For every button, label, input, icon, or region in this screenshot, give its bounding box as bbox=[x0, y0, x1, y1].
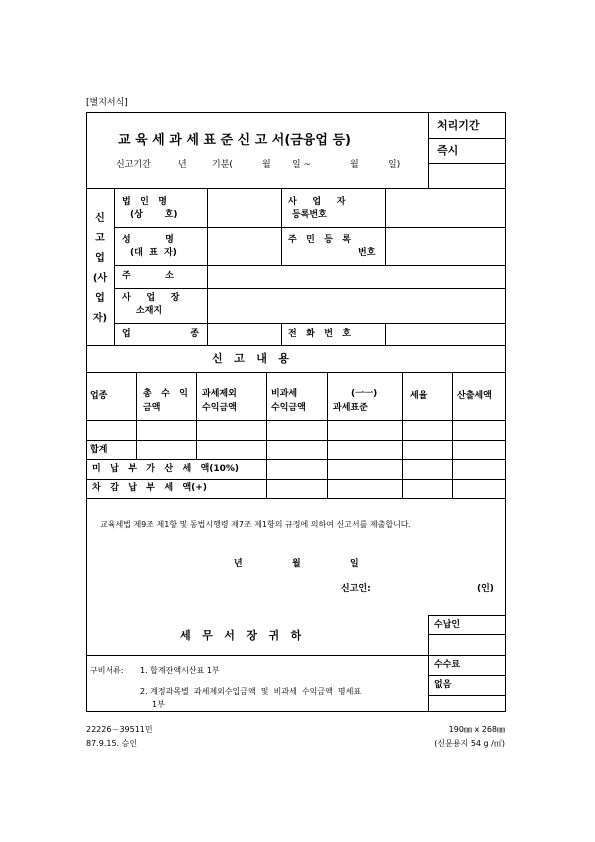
rep-name-sub-label: (대 표 자) bbox=[130, 248, 177, 258]
address-field[interactable] bbox=[208, 266, 504, 287]
biz-location-label: 사 업 장 bbox=[122, 293, 180, 303]
receipt-stamp-label: 수납인 bbox=[434, 620, 461, 630]
footer-paper-size: 190㎜ x 268㎜ bbox=[448, 725, 505, 734]
biz-location-sub-label: 소재지 bbox=[136, 306, 163, 316]
rep-name-label: 성 명 bbox=[122, 235, 174, 245]
industry-label: 업 종 bbox=[122, 329, 199, 339]
form-title: 교 육 세 과 세 표 준 신 고 서(금융업 등) bbox=[118, 133, 351, 148]
seal-mark: (인) bbox=[477, 584, 494, 594]
phone-field[interactable] bbox=[386, 324, 504, 344]
date-year-label: 년 bbox=[234, 559, 243, 569]
footer-approval-date: 87.9.15. 승인 bbox=[86, 739, 138, 748]
rep-name-field[interactable] bbox=[208, 228, 280, 264]
corp-name-field[interactable] bbox=[208, 189, 280, 226]
processing-period-value: 즉시 bbox=[437, 144, 459, 157]
processing-period-label: 처리기간 bbox=[437, 119, 480, 132]
resident-no-label: 주 민 등 록 bbox=[288, 235, 351, 245]
doc-item-2: 2. 계정과목별 과세제외수입금액 및 비과세 수익금액 명세표 bbox=[140, 687, 362, 696]
doc-item-2-qty: 1부 bbox=[152, 700, 165, 709]
footer-form-number: 22226－39511민 bbox=[86, 725, 153, 734]
reporter-sign-label: 신고인: bbox=[341, 584, 371, 594]
fee-label: 수수료 bbox=[434, 660, 461, 670]
declaration-text: 교육세법 제9조 제1항 및 동법시행령 제7조 제1항의 규정에 의하여 신고서를 제출합니다. bbox=[100, 520, 412, 529]
corp-name-label: 법 인 명 bbox=[122, 197, 167, 207]
industry-field[interactable] bbox=[208, 324, 280, 344]
form-label: [별지서식] bbox=[86, 98, 128, 108]
net-payable-label: 차 감 납 부 세 액(+) bbox=[92, 483, 207, 493]
biz-location-field[interactable] bbox=[208, 289, 504, 322]
resident-no-sub-label: 번호 bbox=[358, 248, 376, 258]
address-label: 주 소 bbox=[122, 271, 174, 281]
corp-name-sub-label: (상 호) bbox=[130, 210, 178, 220]
row1-calc-cell[interactable] bbox=[453, 421, 504, 439]
row1-industry-cell[interactable] bbox=[87, 421, 135, 439]
receipt-stamp-area[interactable] bbox=[429, 635, 504, 654]
addressee: 세 무 서 장 귀 하 bbox=[180, 629, 302, 642]
resident-no-field[interactable] bbox=[386, 228, 504, 264]
docs-label: 구비서류: bbox=[90, 666, 124, 675]
row1-excl-cell[interactable] bbox=[197, 421, 265, 439]
row1-nontax-cell[interactable] bbox=[267, 421, 326, 439]
phone-label: 전 화 번 호 bbox=[288, 329, 351, 339]
biz-reg-sub-label: 등록번호 bbox=[292, 210, 327, 220]
date-day-label: 일 bbox=[350, 559, 359, 569]
footer-paper-type: (신문용지 54 g /㎡) bbox=[434, 739, 505, 748]
unpaid-penalty-label: 미 납 부 가 산 세 액(10%) bbox=[92, 464, 240, 474]
row1-rate-cell[interactable] bbox=[403, 421, 451, 439]
sum-row-label: 합계 bbox=[90, 445, 108, 455]
fee-value: 없음 bbox=[434, 680, 452, 690]
reporter-sign-field[interactable] bbox=[380, 580, 470, 596]
doc-item-1: 1. 합계잔액시산표 1부 bbox=[140, 666, 220, 675]
row1-total-cell[interactable] bbox=[137, 421, 195, 439]
row1-base-cell[interactable] bbox=[328, 421, 401, 439]
report-content-title: 신 고 내 용 bbox=[212, 352, 289, 365]
biz-reg-label: 사 업 자 bbox=[288, 197, 346, 207]
biz-reg-field[interactable] bbox=[386, 189, 504, 226]
date-month-label: 월 bbox=[292, 559, 301, 569]
